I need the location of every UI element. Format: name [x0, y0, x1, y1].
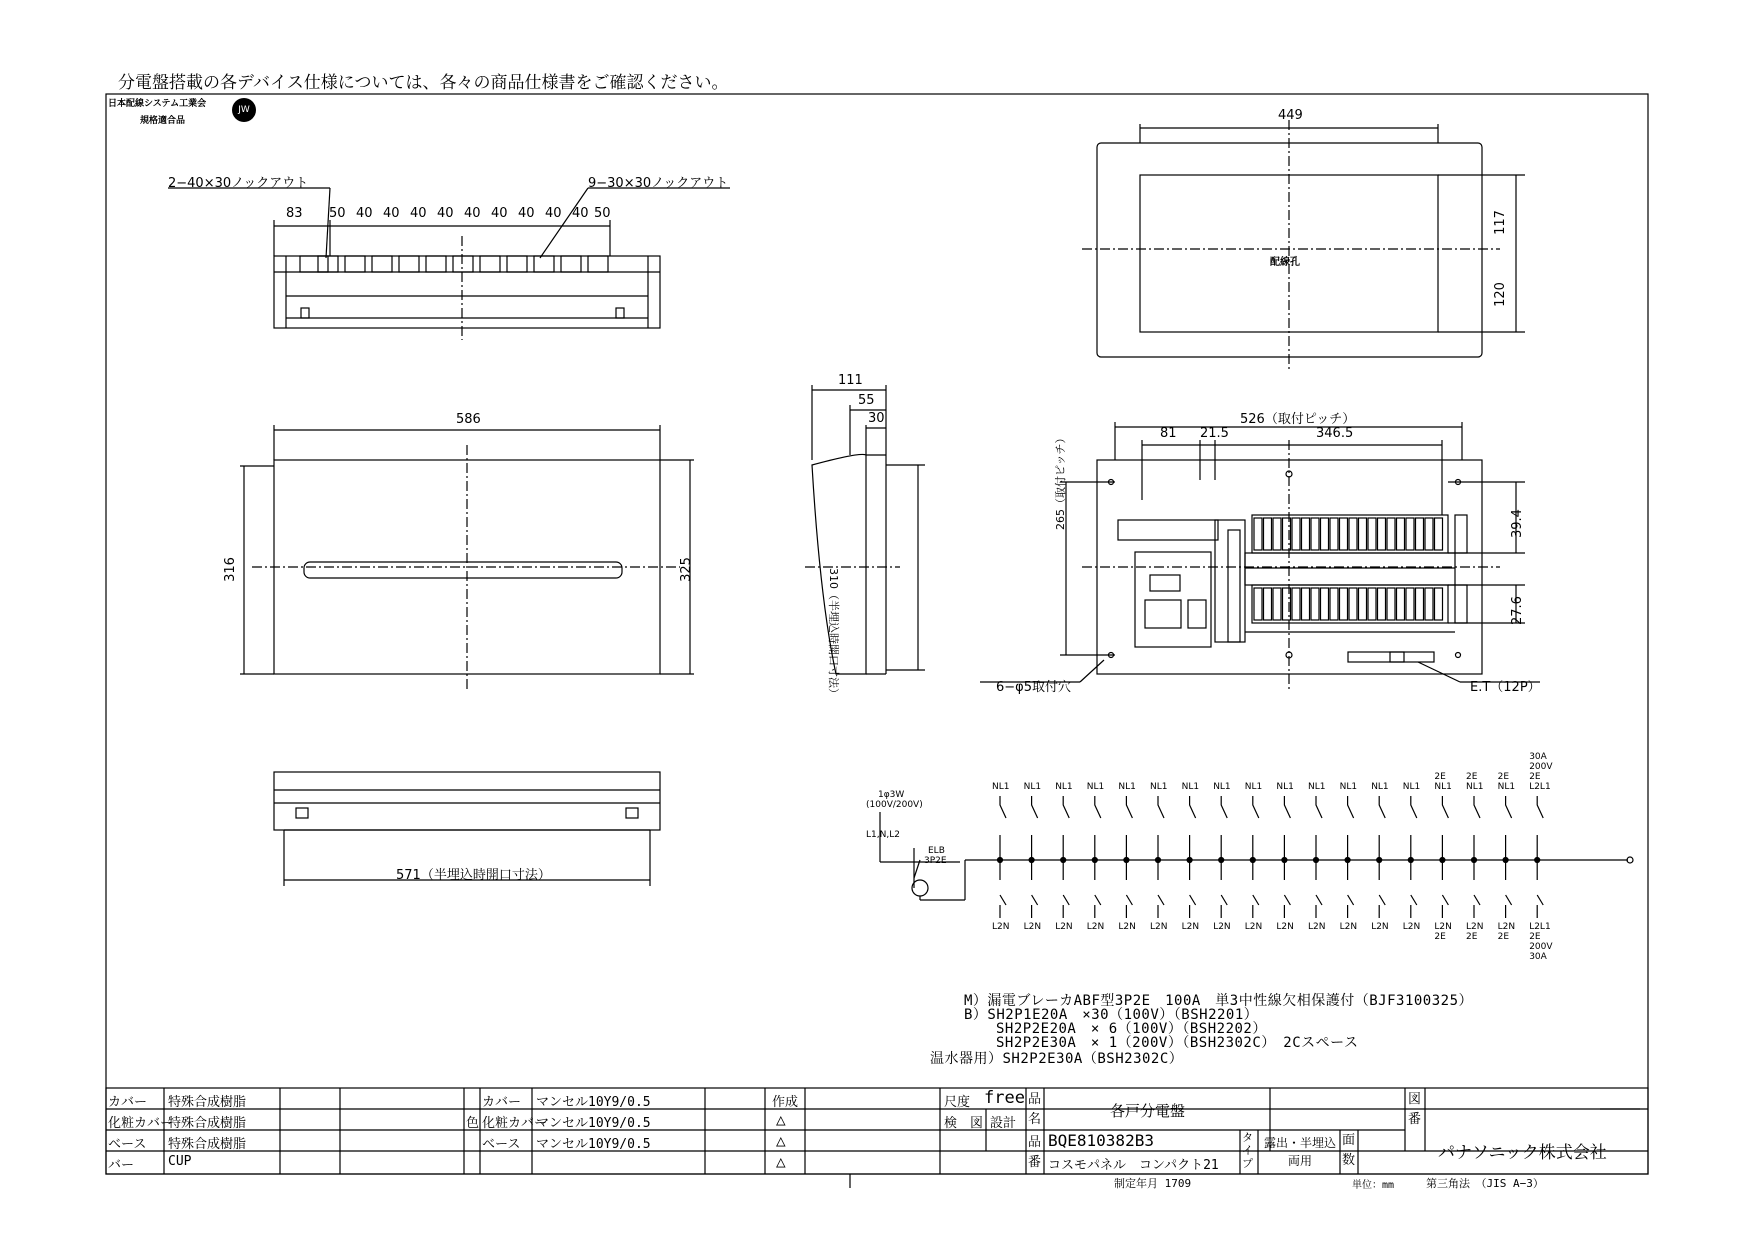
breaker-module: [1349, 518, 1357, 550]
series-name: コスモパネル コンパクト21: [1048, 1158, 1219, 1173]
branch-node: [1282, 858, 1287, 863]
front-view: [240, 425, 694, 690]
branch-circuit: [1316, 796, 1322, 918]
circuit-bottom-label-5: L2N: [1150, 922, 1168, 932]
branch-node: [1219, 858, 1224, 863]
breaker-module: [1378, 588, 1386, 620]
branch-node: [1503, 858, 1508, 863]
jema-label-line1: 日本配線システム工業会: [108, 99, 207, 109]
circuit-lines: L1,N,L2: [866, 830, 900, 840]
breaker-module: [1368, 588, 1376, 620]
date-label: 制定年月 1709: [1114, 1177, 1192, 1190]
type-label: タイプ: [1242, 1131, 1253, 1170]
branch-node: [1314, 858, 1319, 863]
branch-node: [998, 858, 1003, 863]
mat-label-4: バー: [108, 1158, 135, 1173]
branch-node: [1250, 858, 1255, 863]
circuit-top-label-11: NL1: [1339, 782, 1358, 792]
front-width-dim: 586: [456, 412, 481, 427]
circuit-top-extra-14: 2E: [1434, 772, 1446, 782]
breaker-module: [1349, 588, 1357, 620]
circuit-top-label-2: NL1: [1055, 782, 1073, 792]
knockout-hole: [561, 256, 581, 272]
breaker-module: [1359, 518, 1367, 550]
rear-h-upper-dim: 117: [1492, 210, 1508, 235]
branch-node: [1408, 858, 1413, 863]
breaker-module: [1416, 518, 1424, 550]
knockout-spacing-10: 40: [572, 206, 589, 221]
side-d55-dim: 55: [858, 393, 875, 408]
breaker-module: [1254, 588, 1262, 620]
bottom-opening-dim: 571（半埋込時開口寸法）: [396, 868, 551, 883]
rear-width-dim: 449: [1278, 108, 1303, 123]
scale-label: 尺度: [944, 1095, 971, 1110]
breaker-module: [1435, 518, 1443, 550]
circuit-top-label-4: NL1: [1118, 782, 1136, 792]
breaker-module: [1425, 588, 1433, 620]
branch-node: [1472, 858, 1477, 863]
type-value: 露出・半埋込両用: [1263, 1136, 1336, 1168]
circuit-bottom-label-14: L2N: [1434, 922, 1452, 932]
circuit-elb: ELB: [928, 846, 945, 856]
circuit-bottom-extra-14: 2E: [1434, 932, 1446, 942]
branch-node: [1187, 858, 1192, 863]
revision-mark-2: △: [776, 1131, 786, 1150]
knockout-hole: [588, 256, 608, 272]
circuit-top-label-1: NL1: [1023, 782, 1042, 792]
note-line-1: M）漏電ブレーカABF型3P2E 100A 単3中性線欠相保護付（BJF3100325）: [964, 993, 1474, 1009]
knockout-hole: [453, 256, 473, 272]
inner-vpitch-dim: 265（取付ピッチ）: [1054, 432, 1067, 530]
color-part-1: カバー: [482, 1095, 522, 1110]
breaker-module: [1264, 588, 1272, 620]
branch-circuit: [1190, 796, 1196, 918]
breaker-module: [1340, 588, 1348, 620]
breaker-module: [1416, 588, 1424, 620]
hinban-value: BQE810382B3: [1048, 1131, 1154, 1150]
branch-node: [1440, 858, 1445, 863]
breaker-module: [1425, 518, 1433, 550]
breaker-module: [1378, 518, 1386, 550]
circuit-top-label-7: NL1: [1213, 782, 1231, 792]
kenzu-label: 検 図: [944, 1116, 984, 1131]
breaker-module: [1311, 518, 1319, 550]
knockout-spacing-8: 40: [518, 206, 535, 221]
breaker-module: [1340, 518, 1348, 550]
circuit-bottom-label-12: L2N: [1371, 922, 1389, 932]
hinban-label: 品番: [1028, 1135, 1042, 1170]
circuit-top-extra-16: 2E: [1497, 772, 1510, 782]
mat-label-1: カバー: [108, 1095, 148, 1110]
branch-node: [1377, 858, 1382, 863]
inner-d81-dim: 81: [1160, 426, 1177, 441]
branch-circuit: [1379, 796, 1385, 918]
circuit-top-label-16: NL1: [1497, 782, 1516, 792]
knockout-spacing-row: [282, 206, 612, 222]
hinmei-value: 各戸分電盤: [1110, 1102, 1186, 1120]
circuit-top-label-10: NL1: [1308, 782, 1326, 792]
inner-d346-dim: 346.5: [1316, 426, 1354, 441]
color-part-3: ベース: [482, 1137, 521, 1152]
circuit-top-label-17: L2L1: [1529, 782, 1551, 792]
circuit-bottom-label-2: L2N: [1055, 922, 1073, 932]
circuit-bottom-label-16: L2N: [1497, 922, 1516, 932]
zuban-label: 図番: [1408, 1092, 1422, 1127]
circuit-elb-type: 3P2E: [924, 856, 947, 866]
note-line-4: SH2P2E30A × 1（200V）（BSH2302C） 2Cスペース: [996, 1035, 1359, 1051]
color-value-1: マンセル10Y9/0.5: [536, 1095, 651, 1110]
circuit-bottom-label-9: L2N: [1276, 922, 1294, 932]
front-height-left-dim: 316: [222, 557, 238, 582]
breaker-module: [1359, 588, 1367, 620]
branch-node: [1535, 858, 1540, 863]
circuit-top-label-0: NL1: [992, 782, 1010, 792]
breaker-module: [1321, 588, 1329, 620]
branch-circuit: [1032, 796, 1038, 918]
circuit-top-label-15: NL1: [1466, 782, 1484, 792]
circuit-diagram: [880, 796, 1633, 918]
circuit-bottom-label-8: L2N: [1244, 922, 1263, 932]
projection-label: 第三角法 （JIS A−3）: [1426, 1177, 1544, 1190]
knockout-spacing-6: 40: [464, 206, 481, 221]
company-name: パナソニック株式会社: [1438, 1143, 1607, 1163]
jema-logo: JW: [232, 98, 256, 122]
note-line-3: SH2P2E20A × 6（100V）（BSH2202）: [996, 1021, 1267, 1037]
knockout-spacing-4: 40: [410, 206, 427, 221]
breaker-module: [1254, 518, 1262, 550]
breaker-module: [1435, 588, 1443, 620]
inner-pitch-dim: 526（取付ピッチ）: [1240, 412, 1356, 427]
branch-circuit: [1000, 796, 1006, 918]
circuit-supply: 1φ3W: [878, 790, 905, 800]
branch-circuit: [1158, 796, 1164, 918]
branch-circuit: [1253, 796, 1259, 918]
branch-circuit: [1063, 796, 1069, 918]
sekkei-label: 設計: [990, 1116, 1017, 1131]
knockout-hole: [345, 256, 365, 272]
circuit-bottom-label-11: L2N: [1339, 922, 1358, 932]
knockout-spacing-9: 40: [545, 206, 562, 221]
scale-value: free: [984, 1088, 1025, 1108]
circuit-bottom-label-1: L2N: [1023, 922, 1042, 932]
circuit-bottom-label-0: L2N: [992, 922, 1010, 932]
mat-value-2: 特殊合成樹脂: [168, 1116, 247, 1131]
color-value-3: マンセル10Y9/0.5: [536, 1137, 651, 1152]
breaker-module: [1406, 518, 1414, 550]
note-line-5: 温水器用）SH2P2E30A（BSH2302C）: [930, 1051, 1184, 1067]
circuit-bottom-label-10: L2N: [1308, 922, 1326, 932]
men-label: 面数: [1342, 1133, 1356, 1168]
breaker-module: [1387, 518, 1395, 550]
branch-circuit: [1126, 796, 1132, 918]
circuit-top-extra-17: 30A 200V 2E: [1529, 752, 1553, 782]
hinmei-label: 品名: [1028, 1092, 1042, 1127]
circuit-bottom-label-4: L2N: [1118, 922, 1136, 932]
inner-holes-label: 6−φ5取付穴: [996, 680, 1072, 695]
circuit-top-label-13: NL1: [1402, 782, 1421, 792]
breaker-module: [1397, 518, 1405, 550]
breaker-module: [1397, 588, 1405, 620]
circuit-voltage: (100V/200V): [866, 800, 923, 810]
side-view: [805, 385, 925, 674]
branch-circuit: [1348, 796, 1354, 918]
mat-label-2: 化粧カバー: [108, 1116, 174, 1131]
knockout-hole: [507, 256, 527, 272]
rear-h-lower-dim: 120: [1492, 282, 1508, 307]
breaker-module: [1273, 588, 1281, 620]
branch-circuit: [1284, 796, 1290, 918]
knockout-hole: [426, 256, 446, 272]
color-part-2: 化粧カバー: [482, 1116, 548, 1131]
branch-circuit: [1221, 796, 1227, 918]
breaker-module: [1264, 518, 1272, 550]
breaker-module: [1368, 518, 1376, 550]
side-depth-dim: 111: [838, 373, 863, 388]
knockout-spacing-1: 50: [329, 206, 346, 221]
mat-value-1: 特殊合成樹脂: [168, 1095, 247, 1110]
header-note: 分電盤搭載の各デバイス仕様については、各々の商品仕様書をご確認ください。: [118, 73, 729, 93]
inner-d39-dim: 39.4: [1510, 509, 1525, 538]
branch-circuit: [1506, 796, 1512, 918]
knockout-spacing-2: 40: [356, 206, 373, 221]
front-height-right-dim: 325: [678, 557, 694, 582]
knockout-spacing-5: 40: [437, 206, 454, 221]
knockout-spacing-0: 83: [286, 206, 303, 221]
mat-value-4: CUP: [168, 1154, 192, 1169]
knockout-spacing-11: 50: [594, 206, 611, 221]
branch-circuit: [1095, 796, 1101, 918]
knockout-hole: [399, 256, 419, 272]
knockout-right-label: 9−30×30ノックアウト: [588, 176, 729, 191]
branch-circuit: [1442, 796, 1448, 918]
circuit-bottom-label-6: L2N: [1181, 922, 1200, 932]
color-value-2: マンセル10Y9/0.5: [536, 1116, 651, 1131]
breaker-module: [1321, 518, 1329, 550]
circuit-top-label-3: NL1: [1086, 782, 1105, 792]
knockout-spacing-7: 40: [491, 206, 508, 221]
branch-circuit: [1537, 796, 1543, 918]
knockout-left-label: 2−40×30ノックアウト: [168, 176, 309, 191]
circuit-top-label-9: NL1: [1276, 782, 1294, 792]
circuit-bottom-extra-16: 2E: [1497, 932, 1510, 942]
mat-label-3: ベース: [108, 1137, 147, 1152]
breaker-module: [1292, 518, 1300, 550]
breaker-module: [1292, 588, 1300, 620]
branch-node: [1124, 858, 1129, 863]
inner-et-label: E.T（12P）: [1470, 680, 1541, 695]
circuit-top-extra-15: 2E: [1466, 772, 1478, 782]
knockout-spacing-3: 40: [383, 206, 400, 221]
mat-value-3: 特殊合成樹脂: [168, 1137, 247, 1152]
breaker-module: [1273, 518, 1281, 550]
circuit-bottom-extra-17: 2E 200V 30A: [1529, 932, 1553, 962]
breaker-module: [1330, 588, 1338, 620]
circuit-bottom-label-3: L2N: [1086, 922, 1105, 932]
branch-circuit: [1411, 796, 1417, 918]
rear-hole-label: 配線孔: [1270, 257, 1300, 268]
side-d30-dim: 30: [868, 411, 885, 426]
branch-node: [1061, 858, 1066, 863]
circuit-bottom-label-7: L2N: [1213, 922, 1231, 932]
rear-view: [1082, 120, 1525, 370]
inner-d21-dim: 21.5: [1200, 426, 1229, 441]
revision-mark-3: △: [776, 1152, 786, 1171]
jema-label-line2: 規格適合品: [140, 116, 186, 126]
knockout-hole: [372, 256, 392, 272]
revision-mark-1: △: [776, 1110, 786, 1129]
inner-d27-dim: 27.6: [1510, 596, 1525, 625]
breaker-module: [1311, 588, 1319, 620]
branch-node: [1345, 858, 1350, 863]
knockout-hole: [480, 256, 500, 272]
knockout-hole: [534, 256, 554, 272]
branch-circuit: [1474, 796, 1480, 918]
note-line-2: B）SH2P1E20A ×30（100V）（BSH2201）: [964, 1007, 1259, 1023]
sakusei-label: 作成: [772, 1095, 799, 1110]
circuit-bottom-extra-15: 2E: [1466, 932, 1478, 942]
circuit-top-label-5: NL1: [1150, 782, 1168, 792]
branch-node: [1092, 858, 1097, 863]
breaker-module: [1302, 518, 1310, 550]
circuit-top-label-14: NL1: [1434, 782, 1452, 792]
breaker-module: [1302, 588, 1310, 620]
circuit-top-label-6: NL1: [1181, 782, 1200, 792]
color-label: 色: [466, 1116, 480, 1131]
circuit-top-label-12: NL1: [1371, 782, 1389, 792]
circuit-bottom-label-17: L2L1: [1529, 922, 1551, 932]
circuit-bottom-label-15: L2N: [1466, 922, 1484, 932]
breaker-module: [1387, 588, 1395, 620]
circuit-bottom-label-13: L2N: [1402, 922, 1421, 932]
knockout-hole: [300, 256, 328, 272]
breaker-module: [1406, 588, 1414, 620]
side-opening-dim: 310（半埋込時開口寸法）: [827, 568, 840, 699]
circuit-top-label-8: NL1: [1244, 782, 1263, 792]
breaker-module: [1330, 518, 1338, 550]
branch-node: [1029, 858, 1034, 863]
unit-label: 単位：mm: [1352, 1180, 1395, 1191]
branch-node: [1156, 858, 1161, 863]
